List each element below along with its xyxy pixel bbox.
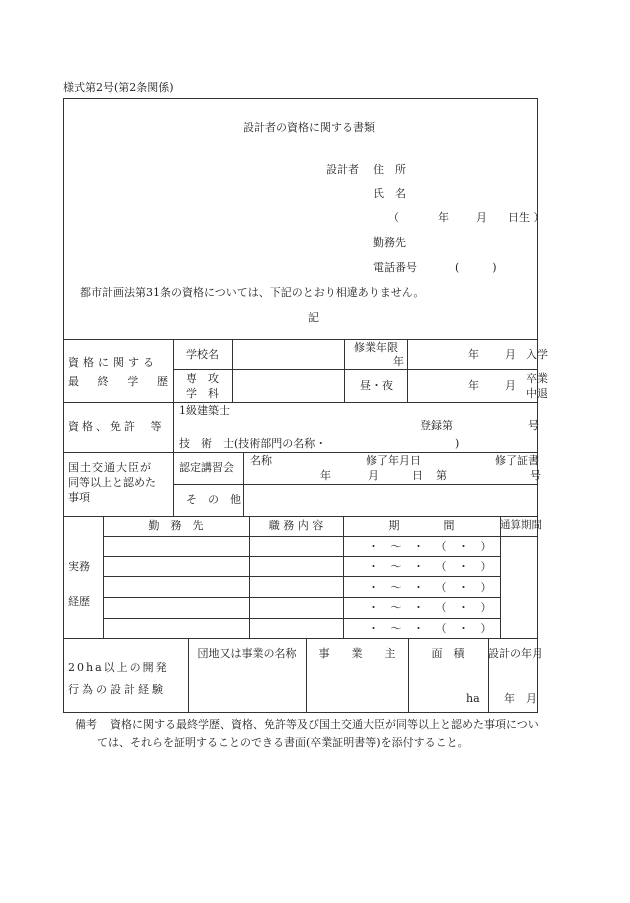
ki-mark: 記: [308, 311, 319, 324]
grad-2: 中退: [526, 387, 548, 400]
rule-license-bottom: [63, 452, 538, 453]
cert-dai: 第: [436, 469, 447, 482]
engineer-close: ): [455, 437, 460, 450]
period-row: ・ 〜 ・ （ ・ ）: [368, 560, 492, 573]
phone-paren: ( ): [455, 261, 497, 274]
address-label: 住 所: [373, 163, 406, 176]
enroll-year: 年: [468, 348, 479, 361]
rule-v: [500, 516, 501, 638]
day-night: 昼・夜: [360, 379, 393, 392]
grad-1: 卒業: [526, 372, 548, 385]
birth-month: 月: [476, 211, 487, 224]
exp-header-total: 通算期間: [500, 519, 542, 531]
rule-experience-bottom: [63, 638, 538, 639]
note-label: 備考: [75, 718, 97, 731]
major-label-1: 専 攻: [186, 372, 219, 385]
phone-label: 電話番号: [373, 261, 417, 274]
form-number: 様式第2号(第2条関係): [63, 81, 174, 94]
cert-go: 号: [530, 469, 541, 482]
period-row: ・ 〜 ・ （ ・ ）: [368, 581, 492, 594]
exp-header-workplace: 勤 務 先: [148, 519, 204, 532]
dev-header-operator: 事 業 主: [318, 647, 396, 660]
development-label-1: 20ha以上の開発: [68, 661, 169, 674]
dev-header-area: 面 積: [431, 647, 465, 660]
completion-date-label: 修了年月日: [366, 454, 421, 467]
architect-text: 1級建築士: [179, 404, 230, 417]
rule-exp-row: [103, 556, 500, 557]
period-row: ・ 〜 ・ （ ・ ）: [368, 601, 492, 614]
dev-header-date: 設計の年月: [488, 647, 543, 660]
rule-minister-mid: [173, 484, 538, 485]
registration-suffix: 号: [528, 419, 539, 432]
birth-year: 年: [438, 211, 449, 224]
enroll-text: 入学: [526, 348, 548, 361]
development-label-2: 行為の設計経験: [68, 683, 166, 696]
completion-year: 年: [320, 469, 331, 482]
rule-v: [344, 339, 345, 402]
note-line-2: ては、それらを証明することのできる書面(卒業証明書等)を添付すること。: [97, 736, 469, 749]
rule-v: [173, 339, 174, 402]
exp-header-duties: 職 務 内 容: [268, 519, 324, 532]
other-label: そ の 他: [186, 493, 241, 506]
years-label-1: 修業年限: [354, 341, 398, 354]
completion-day: 日: [412, 469, 423, 482]
completion-month: 月: [368, 469, 379, 482]
name-label: 氏 名: [373, 187, 406, 200]
education-label-2: 最 終 学 歴: [68, 375, 168, 388]
rule-v: [173, 402, 174, 452]
minister-label-1: 国土交通大臣が: [68, 461, 152, 474]
period-row: ・ 〜 ・ （ ・ ）: [368, 540, 492, 553]
exp-header-period: 期 間: [388, 519, 455, 532]
rule-v: [103, 516, 104, 638]
dev-header-project: 団地又は事業の名称: [197, 647, 297, 660]
area-unit: ha: [466, 692, 480, 705]
school-label: 学校名: [186, 348, 219, 361]
rule-v: [249, 516, 250, 638]
education-label-1: 資格に関する: [68, 356, 158, 369]
rule-exp-row: [103, 576, 500, 577]
rule-exp-row: [103, 618, 500, 619]
registration-text: 登録第: [420, 419, 453, 432]
rule-minister-bottom: [63, 516, 538, 517]
birth-open: （: [388, 211, 399, 224]
experience-label-2: 経歴: [68, 595, 90, 608]
statement: 都市計画法第31条の資格については、下記のとおり相違ありません。: [80, 286, 425, 299]
rule-v: [407, 339, 408, 402]
form-frame: [63, 98, 543, 713]
rule-education-bottom: [63, 402, 538, 403]
course-name-label: 名称: [250, 454, 272, 467]
rule-v: [232, 339, 233, 402]
license-label: 資格、免許 等: [68, 420, 165, 433]
course-label: 認定講習会: [179, 461, 234, 474]
completion-cert-label: 修了証書: [495, 454, 539, 467]
dev-date-year: 年: [504, 692, 515, 705]
years-label-2: 年: [393, 355, 404, 368]
major-label-2: 学 科: [186, 387, 219, 400]
form-title: 設計者の資格に関する書類: [243, 121, 375, 134]
period-row: ・ 〜 ・ （ ・ ）: [368, 622, 492, 635]
rule-education-mid: [173, 369, 538, 370]
designer-label: 設計者: [326, 163, 359, 176]
birth-day: 日生 ）: [508, 211, 545, 224]
enroll-month: 月: [505, 348, 516, 361]
minister-label-3: 事項: [68, 491, 90, 504]
workplace-label: 勤務先: [373, 236, 406, 249]
dev-date-month: 月: [526, 692, 537, 705]
rule-exp-header: [103, 536, 538, 537]
rule-exp-row: [103, 597, 500, 598]
experience-label-1: 実務: [68, 560, 90, 573]
engineer-text: 技 術 士(技術部門の名称・: [179, 437, 327, 450]
grad-month: 月: [505, 379, 516, 392]
note-line-1: 資格に関する最終学歴、資格、免許等及び国土交通大臣が同等以上と認めた事項につい: [110, 718, 539, 731]
rule-v: [343, 516, 344, 638]
minister-label-2: 同等以上と認めた: [68, 476, 156, 489]
rule-top-table: [63, 339, 538, 340]
grad-year: 年: [468, 379, 479, 392]
